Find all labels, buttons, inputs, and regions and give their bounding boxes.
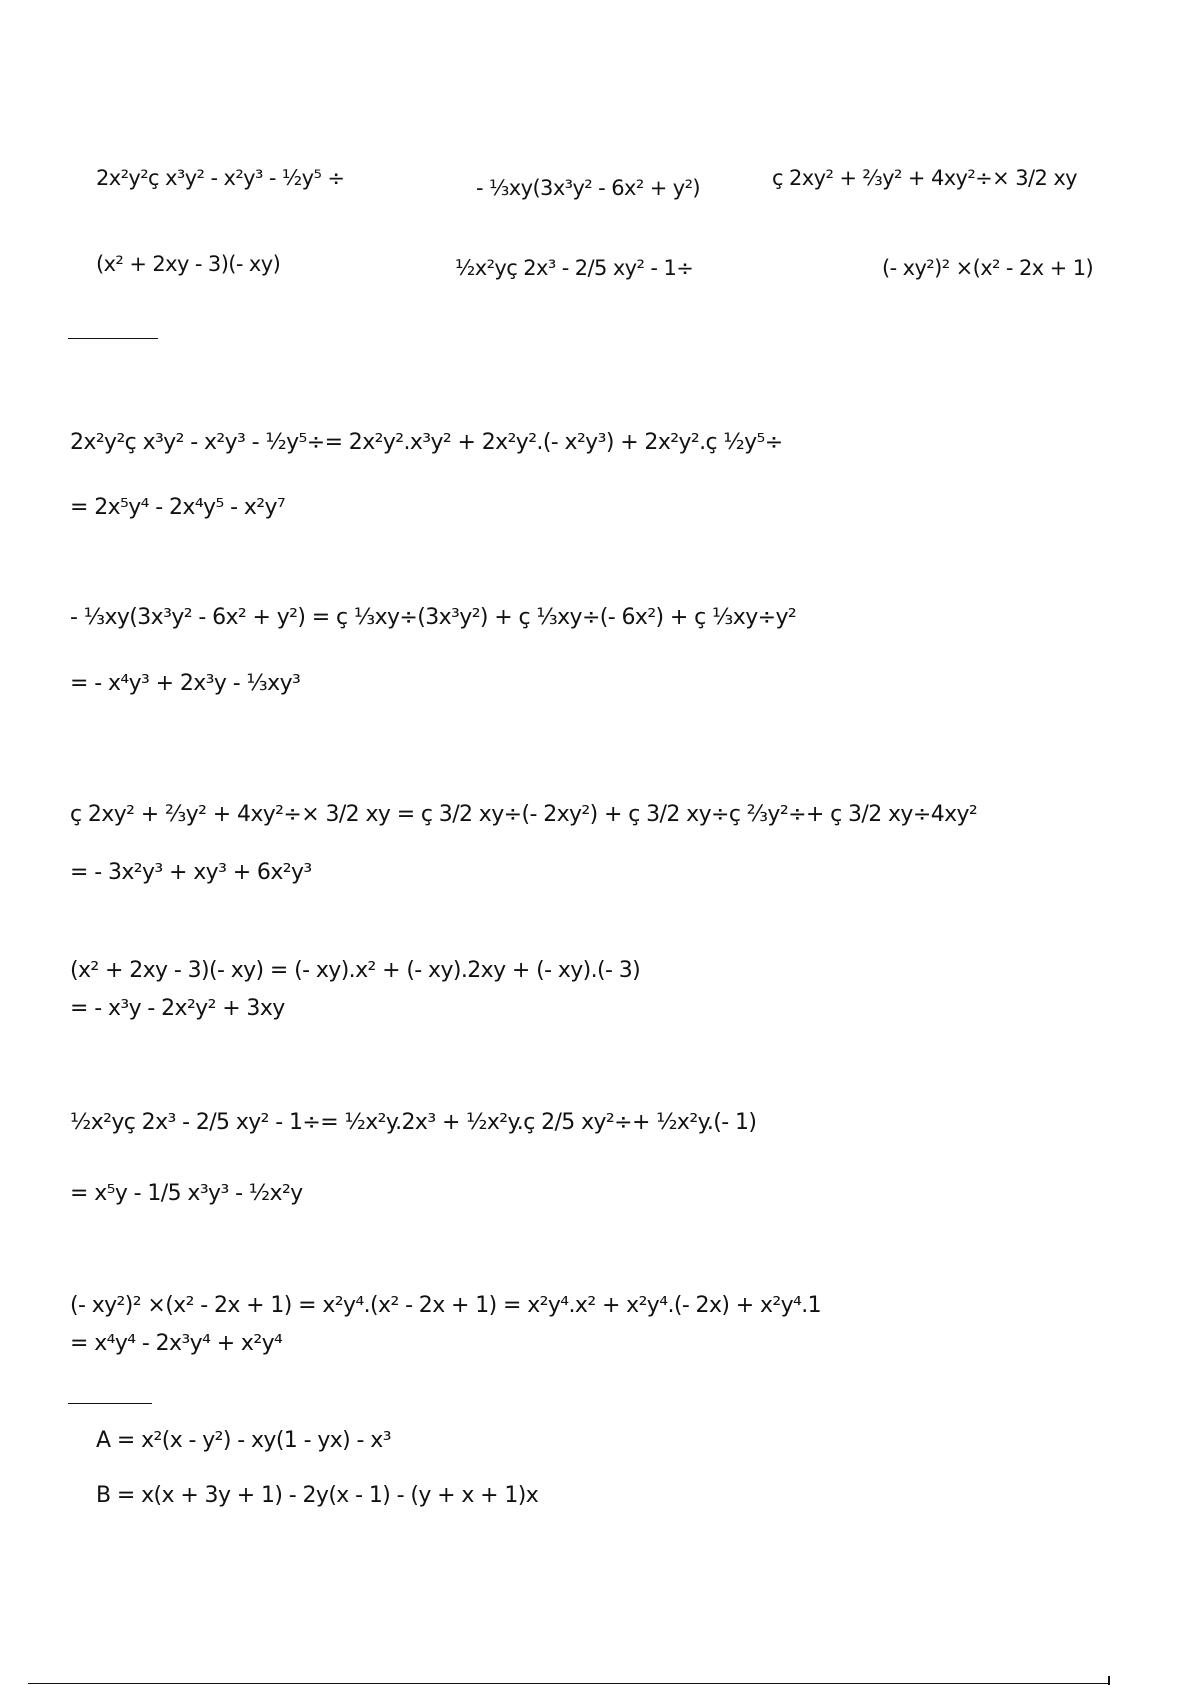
solution-4-result: = - x³y - 2x²y² + 3xy xyxy=(70,996,285,1021)
solution-5-result: = x⁵y - 1/5 x³y³ - ½x²y xyxy=(70,1181,303,1206)
solution-2-result: = - x⁴y³ + 2x³y - ⅓xy³ xyxy=(70,671,301,696)
section-divider xyxy=(68,338,158,339)
solution-2-step: - ⅓xy(3x³y² - 6x² + y²) = ç ⅓xy÷(3x³y²) + ç ⅓xy÷(- 6x²) + ç ⅓xy÷y² xyxy=(70,605,797,630)
solution-5-step: ½x²yç 2x³ - 2/5 xy² - 1÷= ½x²y.2x³ + ½x²y.ç 2/5 xy²÷+ ½x²y.(- 1) xyxy=(70,1110,757,1135)
problem-2c: (- xy²)² ×(x² - 2x + 1) xyxy=(882,256,1094,280)
solution-6-step: (- xy²)² ×(x² - 2x + 1) = x²y⁴.(x² - 2x + 1) = x²y⁴.x² + x²y⁴.(- 2x) + x²y⁴.1 xyxy=(70,1293,822,1318)
problem-1c: ç 2xy² + ⅔y² + 4xy²÷× 3/2 xy xyxy=(772,166,1077,190)
page-footer-rule xyxy=(28,1683,1108,1684)
page-footer-tick xyxy=(1108,1676,1110,1685)
expression-a: A = x²(x - y²) - xy(1 - yx) - x³ xyxy=(96,1428,391,1453)
solution-6-result: = x⁴y⁴ - 2x³y⁴ + x²y⁴ xyxy=(70,1331,283,1356)
solution-3-step: ç 2xy² + ⅔y² + 4xy²÷× 3/2 xy = ç 3/2 xy÷(- 2xy²) + ç 3/2 xy÷ç ⅔y²÷+ ç 3/2 xy÷4xy² xyxy=(70,802,978,827)
solution-3-result: = - 3x²y³ + xy³ + 6x²y³ xyxy=(70,860,312,885)
solution-1-step: 2x²y²ç x³y² - x²y³ - ½y⁵÷= 2x²y².x³y² + 2x²y².(- x²y³) + 2x²y².ç ½y⁵÷ xyxy=(70,430,783,455)
problem-2a: (x² + 2xy - 3)(- xy) xyxy=(96,252,281,276)
expression-b: B = x(x + 3y + 1) - 2y(x - 1) - (y + x + 1)x xyxy=(96,1483,539,1508)
exercise-divider xyxy=(68,1403,152,1404)
solution-1-result: = 2x⁵y⁴ - 2x⁴y⁵ - x²y⁷ xyxy=(70,495,286,520)
problem-1a: 2x²y²ç x³y² - x²y³ - ½y⁵ ÷ xyxy=(96,166,345,190)
problem-1b: - ⅓xy(3x³y² - 6x² + y²) xyxy=(476,176,701,200)
solution-4-step: (x² + 2xy - 3)(- xy) = (- xy).x² + (- xy).2xy + (- xy).(- 3) xyxy=(70,958,641,983)
problem-2b: ½x²yç 2x³ - 2/5 xy² - 1÷ xyxy=(455,256,694,280)
